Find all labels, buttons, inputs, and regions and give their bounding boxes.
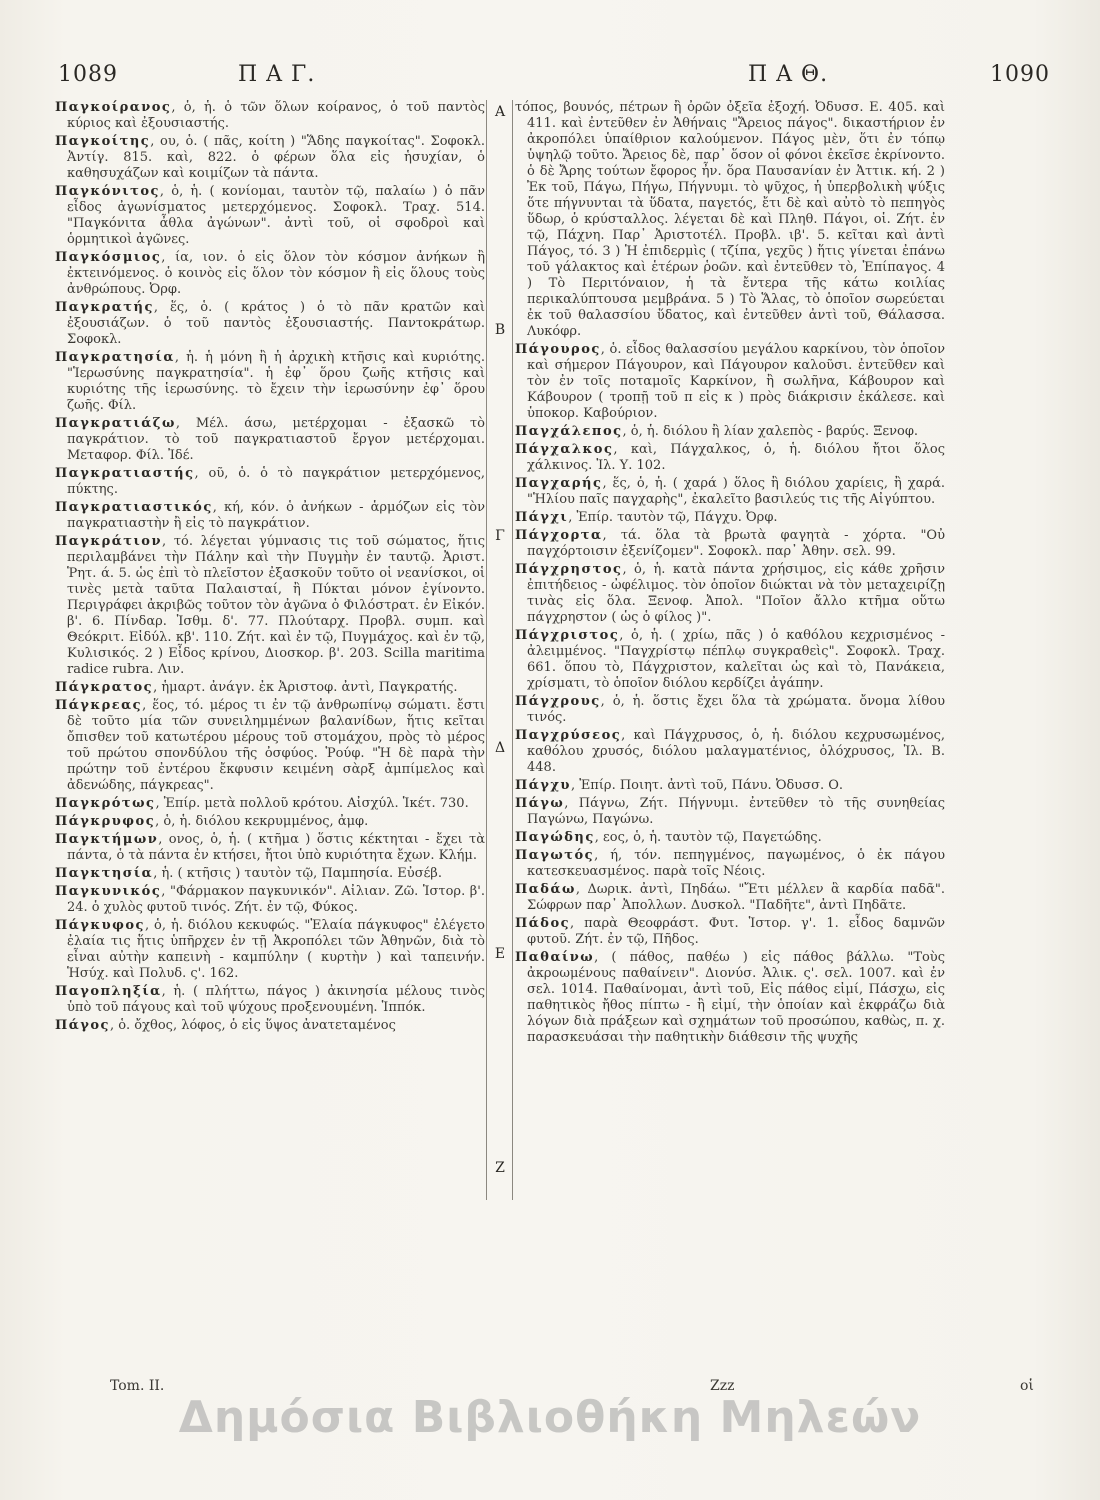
- page-number-right: 1090: [990, 62, 1050, 87]
- entry-definition: , ὁ, ἡ. διόλου ἢ λίαν χαλεπὸς - βαρύς. Ξενοφ.: [622, 424, 919, 439]
- entry-headword: Παγκτήμων: [55, 832, 159, 847]
- entry-definition: , κή, κόν. ὁ ἀνήκων - ἁρμόζων εἰς τὸν παγκρατιαστὴν ἢ εἰς τὸ παγκράτιον.: [67, 500, 485, 531]
- header-letters-left: Π Α Γ.: [238, 62, 316, 87]
- dictionary-entry: [55, 184, 485, 248]
- dictionary-entry: [55, 134, 485, 182]
- entry-definition: , ( πάθος, παθέω ) εἰς πάθος βάλλω. "Τοὺς ἀκροωμένους παθαίνειν". Διονύσ. Ἀλικ. ς'. σελ. 1007. καὶ ἐν σελ. 1014. Παθαίνομαι, ἀντὶ τοῦ, Εἰς πάθος εἰμί, Πάσχω, εἰς παθητικὸς ἤθος πίπτω - ἢ εἰμί, τὴν ὁποίαν καὶ ἐκφράζω διὰ λόγων διὰ πράξεων καὶ σχημάτων τοῦ προσώπου, καθὼς, π. χ. παρασκευάσαι τὴν παθητικὴν διάθεσιν τῆς ψυχῆς: [527, 950, 945, 1045]
- entry-definition: , καὶ, Πάγχαλκος, ὁ, ἡ. διόλου ἤτοι ὅλος χάλκινος. Ἰλ. Υ. 102.: [527, 442, 945, 473]
- entry-headword: Παγκόνιτος: [55, 184, 160, 199]
- entry-definition: , ἡ. ( κτῆσις ) ταυτὸν τῷ, Παμπησία. Εὐσέβ.: [153, 866, 442, 881]
- entry-definition: , ἕς, ὁ, ἡ. ( χαρά ) ὅλος ἢ διόλου χαρίεις, ἢ χαρά. "Ἡλίου παῖς παγχαρὴς", ἐκαλεῖτο βασιλεύς τις τῆς Αἰγύπτου.: [527, 476, 945, 507]
- entry-definition: τόπος, βουνός, πέτρων ἢ ὀρῶν ὀξεῖα ἐξοχή. Ὀδυσσ. Ε. 405. καὶ 411. καὶ ἐντεῦθεν ἐν Ἀθήναις "Ἄρειος πάγος". δικαστήριον ἐν ἀκροπόλει ὑπαίθριον καλούμενον. Πάγος μὲν, ὅτι ἐν τόπῳ ὑψηλῷ τοῦτο. Ἄρειος δὲ, παρ᾽ ὅσον οἱ φόνοι ἐκεῖσε ἐκρίνοντο. ὁ δὲ Ἄρης τούτων ἔφορος ἦν. ὅρα Παυσανίαν ἐν Ἀττικ. κή. 2 ) Ἐκ τοῦ, Πάγω, Πήγω, Πήγνυμι. τὸ ψῦχος, ἡ ὑπερβολικὴ ψύξις ὅτε πήγνυνται τὰ ὕδατα, παγετός, ἔτι δὲ καὶ αὐτὸ τὸ πεπηγὸς ὕδωρ, ὁ κρύσταλλος. λέγεται δὲ καὶ Πληθ. Πάγοι, οἱ. Ζήτ. ἐν τῷ, Πάχνη. Παρ᾽ Ἀριστοτέλ. Προβλ. ιβ'. 5. κεῖται καὶ ἀντὶ Πάγος, τό. 3 ) Ἡ ἐπιδερμὶς ( τζίπα, γεχῦς ) ἥτις γίνεται ἐπάνω τοῦ γάλακτος καὶ ἑτέρων ῥοῶν. καὶ ἐντεῦθεν τὸ, Ἐπίπαγος. 4 ) Τὸ Περιτόναιον, ἡ τὰ ἔντερα τῆς κάτω κοιλίας περικαλύπτουσα μεμβράνα. 5 ) Τὸ Ἅλας, τὸ ὁποῖον σωρεύεται ἐκ τοῦ θαλασσίου ὕδατος, καὶ ἐντεῦθεν ἀντὶ τοῦ, Θάλασσα. Λυκόφρ.: [515, 100, 945, 339]
- dictionary-entry: [515, 628, 945, 692]
- dictionary-entry: [515, 882, 945, 914]
- entry-definition: , ου, ὁ. ( πᾶς, κοίτη ) "Ἅδης παγκοίτας". Σοφοκλ. Ἀντίγ. 815. καὶ, 822. ὁ φέρων ὅλα εἰς ἡσυχίαν, ὁ καθησυχάζων καὶ κοιμίζων τὰ πάντα.: [67, 134, 485, 181]
- dictionary-entry: [55, 100, 485, 132]
- section-letter: Z: [495, 1160, 505, 1176]
- entry-headword: Παγκρατησία: [55, 350, 175, 365]
- dictionary-entry: [515, 528, 945, 560]
- entry-headword: Πάγχι: [515, 510, 569, 525]
- dictionary-entry: [55, 250, 485, 298]
- entry-headword: Παγχαρής: [515, 476, 603, 491]
- entry-definition: , ἕς, ὁ. ( κράτος ) ὁ τὸ πᾶν κρατῶν καὶ ἐξουσιάζων. ὁ τοῦ παντὸς ἐξουσιαστής. Παντοκράτωρ. Σοφοκλ.: [67, 300, 485, 347]
- dictionary-entry: [55, 832, 485, 864]
- dictionary-entry: [515, 916, 945, 948]
- entry-definition: , καὶ Πάγχρυσος, ὁ, ἡ. διόλου κεχρυσωμένος, καθόλου χρυσός, διόλου μαλαγματένιος, ὁλόχρυσος, Ἰλ. Β. 448.: [527, 728, 945, 775]
- dictionary-entry: [55, 350, 485, 414]
- entry-definition: , τά. ὅλα τὰ βρωτὰ φαγητὰ - χόρτα. "Οὐ παγχόρτοισιν ἐξενίζομεν". Σοφοκλ. παρ᾽ Ἀθην. σελ. 99.: [527, 528, 945, 559]
- entry-headword: Πάγκρεας: [55, 698, 143, 713]
- dictionary-entry: [515, 100, 945, 340]
- section-letter: Δ: [494, 740, 506, 756]
- section-letter: B: [494, 322, 506, 338]
- dictionary-entry: [55, 300, 485, 348]
- dictionary-entry: [515, 442, 945, 474]
- entry-headword: Πάγω: [515, 796, 565, 811]
- entry-definition: , ὁ, ἡ. διόλου κεκρυμμένος, ἀμφ.: [155, 814, 369, 829]
- entry-definition: , Πάγνω, Ζήτ. Πήγνυμι. ἐντεῦθεν τὸ τῆς συνηθείας Παγώνω, Παγώνω.: [527, 796, 945, 827]
- entry-headword: Παγώδης: [515, 830, 595, 845]
- entry-headword: Παγωτός: [515, 848, 595, 863]
- dictionary-entry: [515, 950, 945, 1046]
- entry-definition: , ία, ιον. ὁ εἰς ὅλον τὸν κόσμον ἀνήκων ἢ ἐκτεινόμενος. ὁ κοινὸς εἰς ὅλον τὸν κόσμον ἢ εἰς ὅλους τοὺς ἀνθρώπους. Ὀρφ.: [67, 250, 485, 297]
- entry-headword: Παδάω: [515, 882, 576, 897]
- signature-mark: Zzz: [710, 1378, 735, 1394]
- dictionary-entry: [55, 814, 485, 830]
- entry-headword: Πάγκυφος: [55, 918, 145, 933]
- dictionary-entry: [515, 778, 945, 794]
- entry-headword: Παθαίνω: [515, 950, 595, 965]
- running-header: [58, 62, 1050, 96]
- entry-definition: , οῦ, ὁ. ὁ τὸ παγκράτιον μετερχόμενος, πύκτης.: [67, 466, 485, 497]
- entry-definition: , ή, τόν. πεπηγμένος, παγωμένος, ὁ ἐκ πάγου κατεσκευασμένος. παρὰ τοῖς Νέοις.: [527, 848, 945, 879]
- dictionary-entry: [515, 476, 945, 508]
- section-letter: Γ: [495, 528, 505, 544]
- entry-definition: , Ἐπίρ. μετὰ πολλοῦ κρότου. Αἰσχύλ. Ἱκέτ. 730.: [155, 796, 469, 811]
- entry-headword: Πάγχριστος: [515, 628, 620, 643]
- dictionary-entry: [55, 1018, 485, 1034]
- dictionary-entry: [55, 866, 485, 882]
- entry-headword: Πάγκρατος: [55, 680, 154, 695]
- entry-headword: Πάγχρους: [515, 694, 601, 709]
- entry-headword: Πάγχορτα: [515, 528, 603, 543]
- left-column: [55, 100, 485, 1375]
- entry-headword: Παγκοίτης: [55, 134, 151, 149]
- dictionary-entry: [515, 830, 945, 846]
- section-letter-gutter: [487, 100, 513, 1200]
- entry-definition: , ὁ, ἡ. ὅστις ἔχει ὅλα τὰ χρώματα. ὄνομα λίθου τινός.: [527, 694, 945, 725]
- entry-headword: Παγκρατής: [55, 300, 154, 315]
- dictionary-entry: [55, 918, 485, 982]
- entry-definition: , ἕος, τό. μέρος τι ἐν τῷ ἀνθρωπίνῳ σώματι. ἔστι δὲ τοῦτο μία τῶν συνειλημμένων βαλανίδων, ἥτις κεῖται ὄπισθεν τοῦ κατωτέρου μέρους τοῦ στομάχου, πρὸς τὸ μέρος τοῦ πρώτου σπονδύλου τῆς ὀσφύος. Ῥούφ. "Ἡ δὲ παρὰ τὴν πρώτην τοῦ ἐντέρου ἔκφυσιν κειμένη σὰρξ ἀμπίμελος καὶ ἀδενώδης, πάγκρεας".: [67, 698, 485, 793]
- entry-definition: , ὁ. εἶδος θαλασσίου μεγάλου καρκίνου, τὸν ὁποῖον καὶ σήμερον Πάγουρον, καὶ Πάγουρον καλοῦσι. ἐντεῦθεν καὶ τὸν ἐν τοῖς ποταμοῖς Καρκίνον, ἢ σωλῆνα, Κάβουρον καὶ Κάβουρον ( τροπῇ τοῦ π εἰς κ ) πρὸς διάκρισιν ἐκάλεσε. καὶ ὑποκορ. Καβούριον.: [527, 342, 945, 421]
- dictionary-entry: [55, 416, 485, 464]
- entry-definition: , ὁ. ὄχθος, λόφος, ὁ εἰς ὕψος ἀνατεταμένος: [109, 1018, 396, 1033]
- entry-definition: , ἡ. ἡ μόνη ἢ ἡ ἀρχικὴ κτῆσις καὶ κυριότης. "Ἱερωσύνης παγκρατησία". ἡ ἐφ᾽ ὅρου ζωῆς κτῆσις καὶ κυριότης τῆς ἱερωσύνης. τὸ ἔχειν τὴν ἱερωσύνην ἐφ᾽ ὅρου ζωῆς. Φίλ.: [67, 350, 485, 413]
- entry-definition: , ἡ. ( πλήττω, πάγος ) ἀκινησία μέλους τινὸς ὑπὸ τοῦ πάγους καὶ τοῦ ψύχους προξενουμένη. Ἱππόκ.: [67, 984, 485, 1015]
- entry-headword: Πάδος: [515, 916, 571, 931]
- entry-definition: , παρὰ Θεοφράστ. Φυτ. Ἱστορ. γ'. 1. εἶδος δαμνῶν φυτοῦ. Ζήτ. ἐν τῷ, Πῆδος.: [527, 916, 945, 947]
- entry-headword: Πάγχυ: [515, 778, 571, 793]
- volume-mark: Tom. II.: [110, 1378, 165, 1394]
- section-letter: E: [494, 946, 506, 962]
- dictionary-entry: [515, 848, 945, 880]
- dictionary-entry: [55, 680, 485, 696]
- entry-headword: Παγκοίρανος: [55, 100, 172, 115]
- entry-definition: , εος, ὁ, ἡ. ταυτὸν τῷ, Παγετώδης.: [594, 830, 822, 845]
- entry-headword: Παγχάλεπος: [515, 424, 623, 439]
- dictionary-entry: [515, 562, 945, 626]
- dictionary-entry: [55, 500, 485, 532]
- dictionary-entry: [55, 466, 485, 498]
- entry-headword: Παγκυνικός: [55, 884, 162, 899]
- section-letter: A: [494, 104, 506, 120]
- entry-definition: , Ἐπίρ. ταυτὸν τῷ, Πάγχυ. Ὀρφ.: [568, 510, 778, 525]
- entry-definition: , ονος, ὁ, ἡ. ( κτῆμα ) ὅστις κέκτηται - ἔχει τὰ πάντα, ὁ τὰ πάντα ἐν κτήσει, ἤτοι ὑπὸ κυριότητα ἔχων. Κλήμ.: [67, 832, 485, 863]
- entry-headword: Πάγχαλκος: [515, 442, 614, 457]
- entry-headword: Παγκρατιαστής: [55, 466, 195, 481]
- entry-headword: Παγκόσμιος: [55, 250, 162, 265]
- dictionary-entry: [515, 728, 945, 776]
- entry-definition: , ὁ, ἡ. ὁ τῶν ὅλων κοίρανος, ὁ τοῦ παντὸς κύριος καὶ ἐξουσιαστής.: [67, 100, 485, 131]
- entry-headword: Παγκτησία: [55, 866, 154, 881]
- dictionary-entry: [55, 698, 485, 794]
- entry-headword: Παγκρότως: [55, 796, 156, 811]
- dictionary-entry: [55, 984, 485, 1016]
- entry-definition: , ὁ, ἡ. ( κονίομαι, ταυτὸν τῷ, παλαίω ) ὁ πᾶν εἶδος ἀγωνίσματος μετερχόμενος. Σοφοκλ. Τραχ. 514. "Παγκόνιτα ἆθλα ἀγώνων". ἀντὶ τοῦ, οἱ σφοδροὶ καὶ ὁρμητικοὶ ἀγῶνες.: [67, 184, 485, 247]
- entry-definition: , ὁ, ἡ. ( χρίω, πᾶς ) ὁ καθόλου κεχρισμένος - ἀλειμμένος. "Παγχρίστῳ πέπλῳ συγκραθεὶς". Σοφοκλ. Τραχ. 661. ὅπου τὸ, Πάγχριστον, καλεῖται ὡς καὶ τὸ, Πανάκεια, χρίσματι, τὸ ὁποῖον διόλου κερδίζει ἀγάπην.: [527, 628, 945, 691]
- dictionary-entry: [55, 884, 485, 916]
- dictionary-entry: [515, 694, 945, 726]
- entry-definition: , Ἐπίρ. Ποιητ. ἀντὶ τοῦ, Πάνυ. Ὀδυσσ. Ο.: [570, 778, 844, 793]
- entry-definition: , Μέλ. άσω, μετέρχομαι - ἐξασκῶ τὸ παγκράτιον. τὸ τοῦ παγκρατιαστοῦ ἔργον μετέρχομαι. Μεταφορ. Φίλ. Ἰδέ.: [67, 416, 485, 463]
- entry-definition: , Δωρικ. ἀντὶ, Πηδάω. "Ἔτι μέλλεν ἃ καρδία παδᾶ". Σώφρων παρ᾽ Ἀπολλων. Δυσκολ. "Παδῆτε", ἀντὶ Πηδᾶτε.: [527, 882, 945, 913]
- dictionary-entry: [515, 424, 945, 440]
- entry-headword: Πάγκρυφος: [55, 814, 156, 829]
- entry-definition: , τό. λέγεται γύμνασις τις τοῦ σώματος, ἥτις περιλαμβάνει τὴν Πάλην καὶ τὴν Πυγμὴν ἐν ταυτῷ. Ἀριστ. Ῥητ. ά. 5. ὡς ἐπὶ τὸ πλεῖστον ἐξασκοῦν τοῦτο οἱ νεανίσκοι, οἱ τινὲς μετὰ ταῦτα Παλαισταί, ἢ Πύκται μόνον ἐγίνοντο. Περιγράφει ἀκριβῶς τοῦτον τὸν ἀγῶνα ὁ Φιλόστρατ. ἐν Εἰκόν. β'. 6. Πίνδαρ. Ἰσθμ. δ'. 77. Πλούταρχ. Προβλ. συμπ. καὶ Θεόκριτ. Εἰδύλ. κβ'. 110. Ζήτ. καὶ ἐν τῷ, Πυγμάχος. καὶ ἐν τῷ, Κυλισικός. 2 ) Εἶδος κρίνου, Διοσκορ. β'. 203. Scilla maritima radice rubra. Λιν.: [67, 534, 485, 677]
- dictionary-entry: [515, 510, 945, 526]
- right-column: [515, 100, 945, 1375]
- header-letters-right: Π Α Θ.: [748, 62, 829, 87]
- dictionary-entry: [515, 796, 945, 828]
- entry-headword: Παγκράτιον: [55, 534, 162, 549]
- entry-headword: Παγκρατιαστικός: [55, 500, 213, 515]
- entry-headword: Πάγος: [55, 1018, 110, 1033]
- entry-headword: Πάγουρος: [515, 342, 601, 357]
- library-watermark: Δημόσια Βιβλιοθήκη Μηλεών: [178, 1392, 922, 1443]
- page-number-left: 1089: [58, 62, 118, 87]
- entry-definition: , ἡμαρτ. ἀνάγν. ἐκ Ἀριστοφ. ἀντὶ, Παγκρατής.: [153, 680, 458, 695]
- dictionary-entry: [55, 534, 485, 678]
- entry-definition: , ὁ, ἡ. κατὰ πάντα χρήσιμος, εἰς κάθε χρῆσιν ἐπιτήδειος - ὠφέλιμος. τὸν ὁποῖον διώκται νὰ τὸν μεταχειρίζῃ τινὰς εἰς ὅλα. Ξενοφ. Ἀπολ. "Ποῖον ἄλλο κτῆμα οὕτω πάγχρηστον ( ὡς ὁ φίλος )".: [527, 562, 945, 625]
- entry-definition: , ὁ, ἡ. διόλου κεκυφώς. "Ἐλαία πάγκυφος" ἐλέγετο ἐλαία τις ἥτις ὑπῆρχεν ἐν τῇ Ἀκροπόλει τῶν Ἀθηνῶν, διὰ τὸ εἶναι αὐτὴν καπεινὴ - καμπύλην ( κυρτὴν ) καὶ ταπεινήν. Ἡσύχ. καὶ Πολυδ. ς'. 162.: [67, 918, 485, 981]
- dictionary-entry: [55, 796, 485, 812]
- dictionary-entry: [515, 342, 945, 422]
- entry-headword: Πάγχρηστος: [515, 562, 623, 577]
- entry-headword: Παγκρατιάζω: [55, 416, 176, 431]
- entry-definition: , "Φάρμακον παγκυνικόν". Αἰλιαν. Ζῶ. Ἱστορ. β'. 24. ὁ χυλὸς φυτοῦ τινός. Ζήτ. ἐν τῷ, Φύκος.: [67, 884, 485, 915]
- entry-headword: Παγχρύσεος: [515, 728, 622, 743]
- entry-headword: Παγοπληξία: [55, 984, 162, 999]
- catchword: οἱ: [1020, 1378, 1034, 1394]
